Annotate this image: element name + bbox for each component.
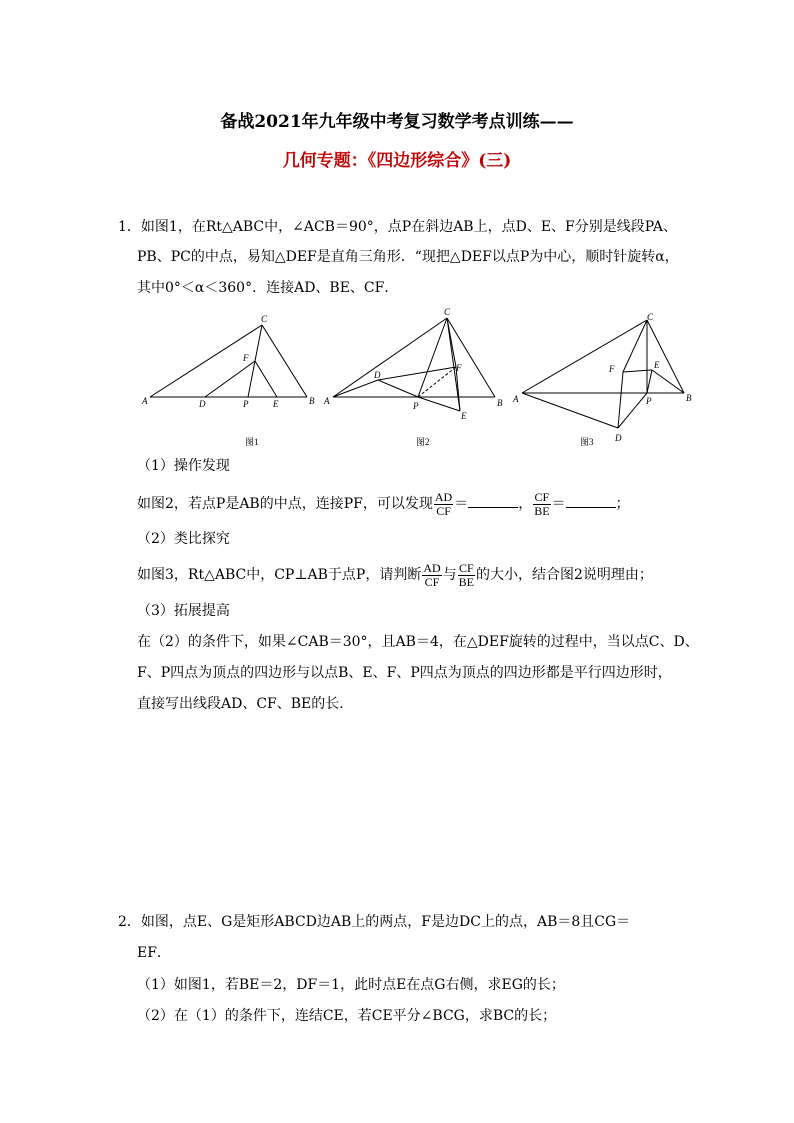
fig3-label-e: E [654,360,660,370]
fig1-segment-bc [262,325,307,397]
numerator: CF [459,560,474,575]
equals-sign: ＝ [454,496,469,512]
title-line2: 几何专题：《四边形综合》(三) [282,151,512,171]
q1-sub2-text-b: 的大小，结合图2说明理由； [476,567,653,583]
fig3-label-p: P [646,396,652,406]
fraction-ad-cf [434,491,453,518]
fig3-segment-ac [522,320,647,393]
q1-line1: 1．如图1，在Rt△ABC中，∠ACB＝90°，点P在斜边AB上，点D、E、F分别是线段PA、 [118,219,677,235]
q1-sub2-text-a: 如图3，Rt△ABC中，CP⊥AB于点P，请判断 [137,567,422,583]
denominator: CF [424,574,440,589]
q1-sub1-text [137,487,630,521]
q2-sub2: （2）在（1）的条件下，连结CE，若CE平分∠BCG，求BC的长； [137,1008,557,1024]
fig2-segment-df [378,367,456,380]
fraction-ad-cf [422,562,441,589]
fig1-caption: 图1 [245,437,259,447]
separator: ， [518,496,533,512]
fig2-label-f: F [456,363,462,373]
fig3-caption: 图3 [580,437,594,447]
numerator: AD [423,560,441,575]
fig3-segment-eb [652,370,684,393]
fig3-segment-dp [618,393,647,428]
fig2-segment-pe [418,397,460,411]
semicolon: ； [615,496,630,512]
fig2-caption: 图2 [416,437,430,447]
conjunction: 与 [442,567,457,583]
fig3-label-b: B [686,393,692,403]
fig3-label-a: A [513,394,519,404]
fig3-label-f: F [609,364,615,374]
title-line1: 备战2021年九年级中考复习数学考点训练—— [220,112,574,132]
q2-line1: 2．如图，点E、G是矩形ABCD边AB上的两点，F是边DC上的点，AB＝8且CG＝ [118,914,631,930]
fig2-label-b: B [497,398,503,408]
fig2-label-c: C [444,307,451,317]
fig3-segment-fe [623,370,652,372]
q1-line3: 其中0°＜α＜360°．连接AD、BE、CF． [137,280,399,296]
fig1-label-a: A [142,396,148,406]
fig2-segment-ad [333,380,378,397]
numerator: AD [434,489,453,504]
fig1-label-e: E [273,399,279,409]
q2-line2: EF． [137,945,171,961]
denominator: BE [458,574,475,589]
figure-1 [138,310,328,455]
fig2-segment-dp [378,380,418,397]
fraction-cf-be [458,562,475,589]
fig3-label-d: D [615,433,622,443]
fig1-segment-ef [255,361,277,397]
fig2-label-p: P [413,401,419,411]
figure-2 [322,300,512,455]
answer-blank-2 [566,495,616,508]
denominator: CF [436,503,451,518]
fraction-cf-be [533,491,550,518]
fig2-label-e: E [461,411,467,421]
fig3-label-c: C [647,312,654,322]
denominator: BE [534,503,550,518]
fig1-label-p: P [243,399,249,409]
q1-sub3-title: （3）拓展提高 [137,603,230,619]
q1-sub3-line3: 直接写出线段AD、CF、BE的长． [137,696,354,712]
fig2-segment-cp [418,318,447,397]
fig3-segment-ad [522,393,618,428]
q1-sub3-line1: 在（2）的条件下，如果∠CAB＝30°，且AB＝4，在△DEF旋转的过程中，当以点C、D、 [137,634,699,650]
numerator: CF [534,489,550,504]
q1-sub2-title: （2）类比探究 [137,531,230,547]
equals-sign: ＝ [551,496,566,512]
fig1-label-d: D [199,399,206,409]
fig1-label-f: F [243,353,249,363]
fig3-segment-pe [647,370,652,393]
fig2-label-a: A [324,396,330,406]
q1-sub3-line2: F、P四点为顶点的四边形与以点B、E、F、P四点为顶点的四边形都是平行四边形时， [137,665,672,681]
fig3-segment-cf [623,320,647,372]
q1-sub2-text [137,558,653,592]
fig3-segment-fd [618,372,623,428]
q1-sub1-text-a: 如图2，若点P是AB的中点，连接PF，可以发现 [137,496,433,512]
fig2-label-d: D [374,370,381,380]
answer-blank-1 [468,495,518,508]
q2-sub1: （1）如图1，若BE＝2，DF＝1，此时点E在点G右侧，求EG的长； [137,977,565,993]
fig1-label-b: B [309,396,315,406]
q1-line2: PB、PC的中点，易知△DEF是直角三角形．“现把△DEF以点P为中心，顺时针旋转α， [137,249,679,265]
q1-sub1-title: （1）操作发现 [137,458,230,474]
figure-3 [508,308,698,455]
fig1-segment-df [205,361,255,397]
fig1-label-c: C [261,314,268,324]
fig3-segment-bc [647,320,684,393]
